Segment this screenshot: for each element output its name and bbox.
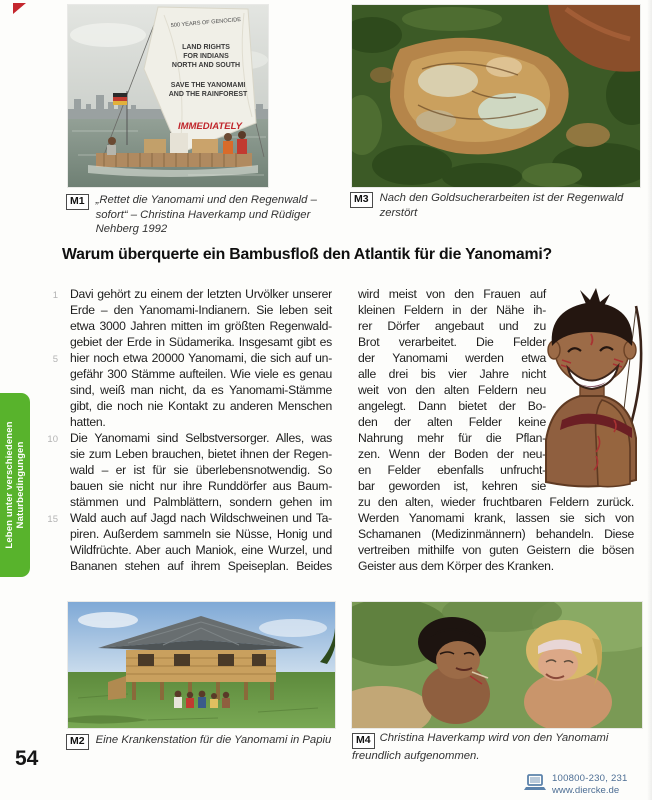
text-line: kleinen Feldern in der Nähe ih- (358, 303, 546, 317)
text-line: Wildfrüchte. Aber auch Maniok, eine Wurzel, und (70, 543, 332, 557)
page-title: Warum überquerte ein Bambusfloß den Atlantik für die Yanomami? (62, 246, 552, 263)
photo-m3-goldmine (352, 5, 640, 187)
text-line: Nahrung mehr für die Pflan- (358, 431, 546, 445)
caption-m4-text: Christina Haverkamp wird von den Yanomami freundlich aufgenommen. (352, 732, 609, 762)
figure-label-m4: M4 (352, 733, 375, 749)
text-line: sie zum Leben brauchen, bietet ihnen der Regen- (70, 447, 332, 461)
figure-label-m2: M2 (66, 734, 89, 750)
caption-m2 (66, 733, 346, 750)
text-line: gebiet der Erde in Südamerika. Insgesamt gibt es (70, 335, 332, 349)
text-line: zu den alten, wieder fruchtbaren Feldern zurück. (358, 495, 634, 509)
text-line: bar geworden ist, kehren sie (358, 479, 546, 493)
diercke-code: 100800-230, 231 (552, 773, 628, 784)
text-line: gibt, die noch nie Kontakt zu anderen Menschen (70, 399, 332, 413)
photo-m2-clinic (68, 602, 335, 728)
text-line: etwa 3000 Jahren mitten im größten Regenwald- (70, 319, 332, 333)
text-line: gefähr 300 Stämme aufteilen. Wie viele es genau (70, 367, 332, 381)
text-line: der Yanomami werden etwa (358, 351, 546, 365)
text-line: rer Dörfer angebaut und zu (358, 319, 546, 333)
photo-m4-meeting (352, 602, 642, 728)
text-line: weit von den alten Feldern neu (358, 383, 546, 397)
caption-m3-text: Nach den Goldsucherarbeiten ist der Regenwald zerstört (379, 192, 624, 219)
text-line: Wald auch auf Jagd nach Wildschweinen und Ta- (70, 511, 332, 525)
text-line: zen. Wenn der Boden der neu- (358, 447, 546, 461)
line-number-1: 1 (52, 290, 58, 301)
text-line: den der alten Felder keine (358, 415, 546, 429)
sail-text-landrights: LAND RIGHTS (182, 44, 230, 51)
photo-m1-raft (68, 5, 268, 187)
text-column-right-full (358, 494, 634, 574)
text-line: Schamanen (Medizinmännern) behandeln. Diese (358, 527, 634, 541)
text-line: hier noch etwa 20000 Yanomami, die sich auf un- (70, 351, 332, 365)
text-line: Werden Yanomami krank, lassen sie sich von (358, 511, 634, 525)
laptop-icon (524, 774, 546, 795)
text-column-right-narrow (358, 286, 546, 494)
caption-m2-text: Eine Krankenstation für die Yanomami in Papiu (95, 734, 332, 746)
text-line: Erde – den Yanomami-Indianern. Sie leben seit (70, 303, 332, 317)
diercke-weblink (524, 773, 628, 796)
chapter-tab (0, 393, 30, 577)
sail-text-genocide: 500 YEARS OF GENOCIDE (170, 16, 242, 30)
text-line: en Felder ebenfalls unfrucht- (358, 463, 546, 477)
caption-m4 (352, 731, 644, 764)
text-line: Davi gehört zu einem der letzten Urvölker unserer (70, 287, 332, 301)
sail-text-rainforest: AND THE RAINFOREST (168, 91, 248, 98)
text-line: Die Yanomami sind Selbstversorger. Alles, was (70, 431, 332, 445)
caption-m1 (66, 193, 344, 237)
text-line: alle drei bis vier Jahre nicht (358, 367, 546, 381)
diercke-url: www.diercke.de (552, 784, 620, 796)
text-line: angelegt. Dann bietet der Bo- (358, 399, 546, 413)
line-number-10: 10 (47, 434, 58, 445)
sail-text-immediately: IMMEDIATELY (177, 121, 243, 132)
page-number: 54 (15, 747, 39, 770)
line-number-15: 15 (47, 514, 58, 525)
text-line: wird meist von den Frauen auf (358, 287, 546, 301)
text-line: Brot verarbeitet. Die Felder (358, 335, 546, 349)
text-column-left (70, 286, 332, 574)
sail-text-northsouth: NORTH AND SOUTH (171, 62, 241, 69)
red-corner-mark (13, 3, 26, 14)
caption-m1-text: „Rettet die Yanomami und den Regenwald – sofort“ – Christina Haverkamp und Rüdiger Nehberg 1992 (95, 194, 317, 236)
text-line: piren. Außerdem sammeln sie Nüsse, Honig und (70, 527, 332, 541)
text-line: stämmen und Palmblättern, sondern gehen im (70, 495, 332, 509)
yanomami-boy-illustration (536, 288, 652, 492)
text-line: Bananen stehen auf ihrem Speiseplan. Beides (70, 559, 332, 573)
sail-text-save: SAVE THE YANOMAMI (170, 82, 246, 89)
chapter-tab-label (0, 393, 30, 577)
chapter-tab-line2: Naturbedingungen (15, 441, 26, 529)
text-line: wald – er ist für sie überlebensnotwendig. So (70, 463, 332, 477)
text-line: sind, weiß man nicht, da es Yanomami-Stämme (70, 383, 332, 397)
text-line: bauen sie nicht nur ihre Runddörfer aus Baum- (70, 479, 332, 493)
text-column-right (358, 286, 634, 574)
caption-m3 (350, 191, 642, 220)
figure-label-m1: M1 (66, 194, 89, 210)
text-line: hatten. (70, 415, 106, 429)
text-line: Geister aus dem Körper des Kranken. (358, 559, 554, 573)
text-line: vertreiben mithilfe von guten Geistern die bösen (358, 543, 634, 557)
chapter-tab-line1: Leben unter verschiedenen (3, 421, 15, 549)
line-number-5: 5 (52, 354, 58, 365)
sail-text-forindians: FOR INDIANS (183, 53, 229, 60)
figure-label-m3: M3 (350, 192, 373, 208)
